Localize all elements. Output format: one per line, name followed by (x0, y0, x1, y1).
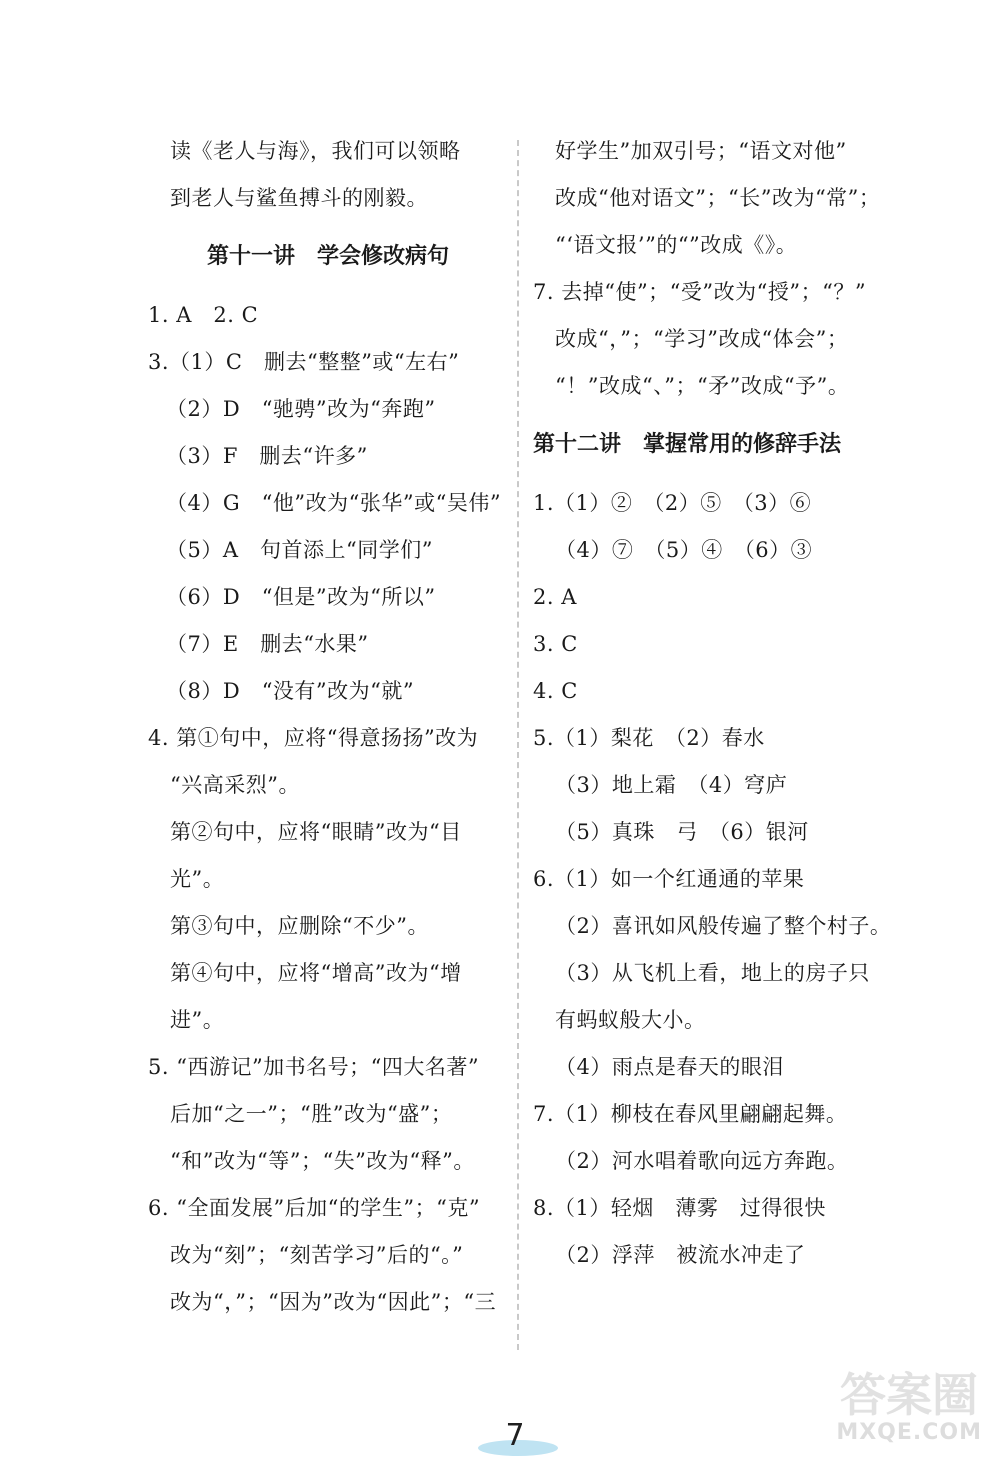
answer-line: 7. 去掉“使”；“受”改为“授”；“？” (533, 280, 867, 304)
answer-line: （2）河水唱着歌向远方奔跑。 (555, 1149, 849, 1173)
column-divider (517, 140, 519, 1350)
answer-line: （3）从飞机上看，地上的房子只 (555, 961, 870, 985)
answer-line: 改成“，”；“学习”改成“体会”； (555, 327, 849, 351)
answer-line: 6.（1）如一个红通通的苹果 (533, 867, 805, 891)
answer-line: “和”改为“等”；“失”改为“释”。 (170, 1149, 475, 1173)
watermark (752, 1359, 982, 1449)
page-number: 7 (505, 1418, 525, 1453)
answer-line: 进”。 (170, 1008, 225, 1032)
answer-line: （8）D “没有”改为“就” (166, 679, 415, 703)
answer-line: 5.（1）梨花 （2）春水 (533, 726, 765, 750)
answer-line: 6. “全面发展”后加“的学生”；“克” (148, 1196, 481, 1220)
answer-line: 3. C (533, 632, 578, 656)
answer-line: 8.（1）轻烟 薄雾 过得很快 (533, 1196, 826, 1220)
answer-line: 好学生”加双引号；“语文对他” (555, 139, 847, 163)
answer-line: （6）D “但是”改为“所以” (166, 585, 436, 609)
answer-line: 改为“，”；“因为”改为“因此”；“三 (170, 1290, 497, 1314)
answer-line: 1. A 2. C (148, 303, 259, 327)
answer-line: （2）浮萍 被流水冲走了 (555, 1243, 806, 1267)
left-column (148, 128, 508, 1326)
page-number-badge (470, 1418, 560, 1458)
answer-line: （5）A 句首添上“同学们” (166, 538, 433, 562)
answer-line: 4. C (533, 679, 578, 703)
answer-line: （3）地上霜 （4）穹庐 (555, 773, 788, 797)
answer-line: （4）G “他”改为“张华”或“吴伟” (166, 491, 502, 515)
answer-line: 改成“他对语文”；“长”改为“常”； (555, 186, 881, 210)
answer-line: （4）⑦ （5）④ （6）③ (555, 538, 813, 562)
answer-line: 3.（1）C 删去“整整”或“左右” (148, 350, 460, 374)
answer-line: 7.（1）柳枝在春风里翩翩起舞。 (533, 1102, 848, 1126)
answer-line: （7）E 删去“水果” (166, 632, 369, 656)
answer-line: 第③句中，应删除“不少”。 (170, 914, 429, 938)
answer-line: （2）喜讯如风般传遍了整个村子。 (555, 914, 892, 938)
answer-line: 后加“之一”；“胜”改为“盛”； (170, 1102, 453, 1126)
answer-line: 改为“刻”；“刻苦学习”后的“。” (170, 1243, 464, 1267)
answer-line: （2）D “驰骋”改为“奔跑” (166, 397, 436, 421)
answer-line: “！”改成“、”；“矛”改成“予”。 (555, 374, 850, 398)
answer-line: 到老人与鲨鱼搏斗的刚毅。 (170, 186, 428, 210)
answer-line: （3）F 删去“许多” (166, 444, 368, 468)
answer-line: “兴高采烈”。 (170, 773, 300, 797)
watermark-logo: 答案圈 (840, 1368, 978, 1422)
answer-line: 4. 第①句中，应将“得意扬扬”改为 (148, 726, 479, 750)
answer-line: （4）雨点是春天的眼泪 (555, 1055, 784, 1079)
answer-line: 1.（1）② （2）⑤ （3）⑥ (533, 491, 812, 515)
answer-line: 2. A (533, 585, 577, 609)
section-heading: 第十二讲 掌握常用的修辞手法 (533, 432, 842, 457)
right-column (533, 128, 933, 1279)
answer-line: 第④句中，应将“增高”改为“增 (170, 961, 462, 985)
watermark-site: MXQE.COM (836, 1420, 982, 1445)
answer-line: 读《老人与海》，我们可以领略 (170, 139, 461, 163)
answer-line: 有蚂蚁般大小。 (555, 1008, 706, 1032)
answer-line: 第②句中，应将“眼睛”改为“目 (170, 820, 462, 844)
section-heading: 第十一讲 学会修改病句 (206, 244, 449, 269)
answer-line: 5. “西游记”加书名号；“四大名著” (148, 1055, 480, 1079)
answer-line: “‘语文报’”的“”改成《》。 (555, 233, 798, 257)
answer-line: 光”。 (170, 867, 225, 891)
answer-line: （5）真珠 弓 （6）银河 (555, 820, 809, 844)
